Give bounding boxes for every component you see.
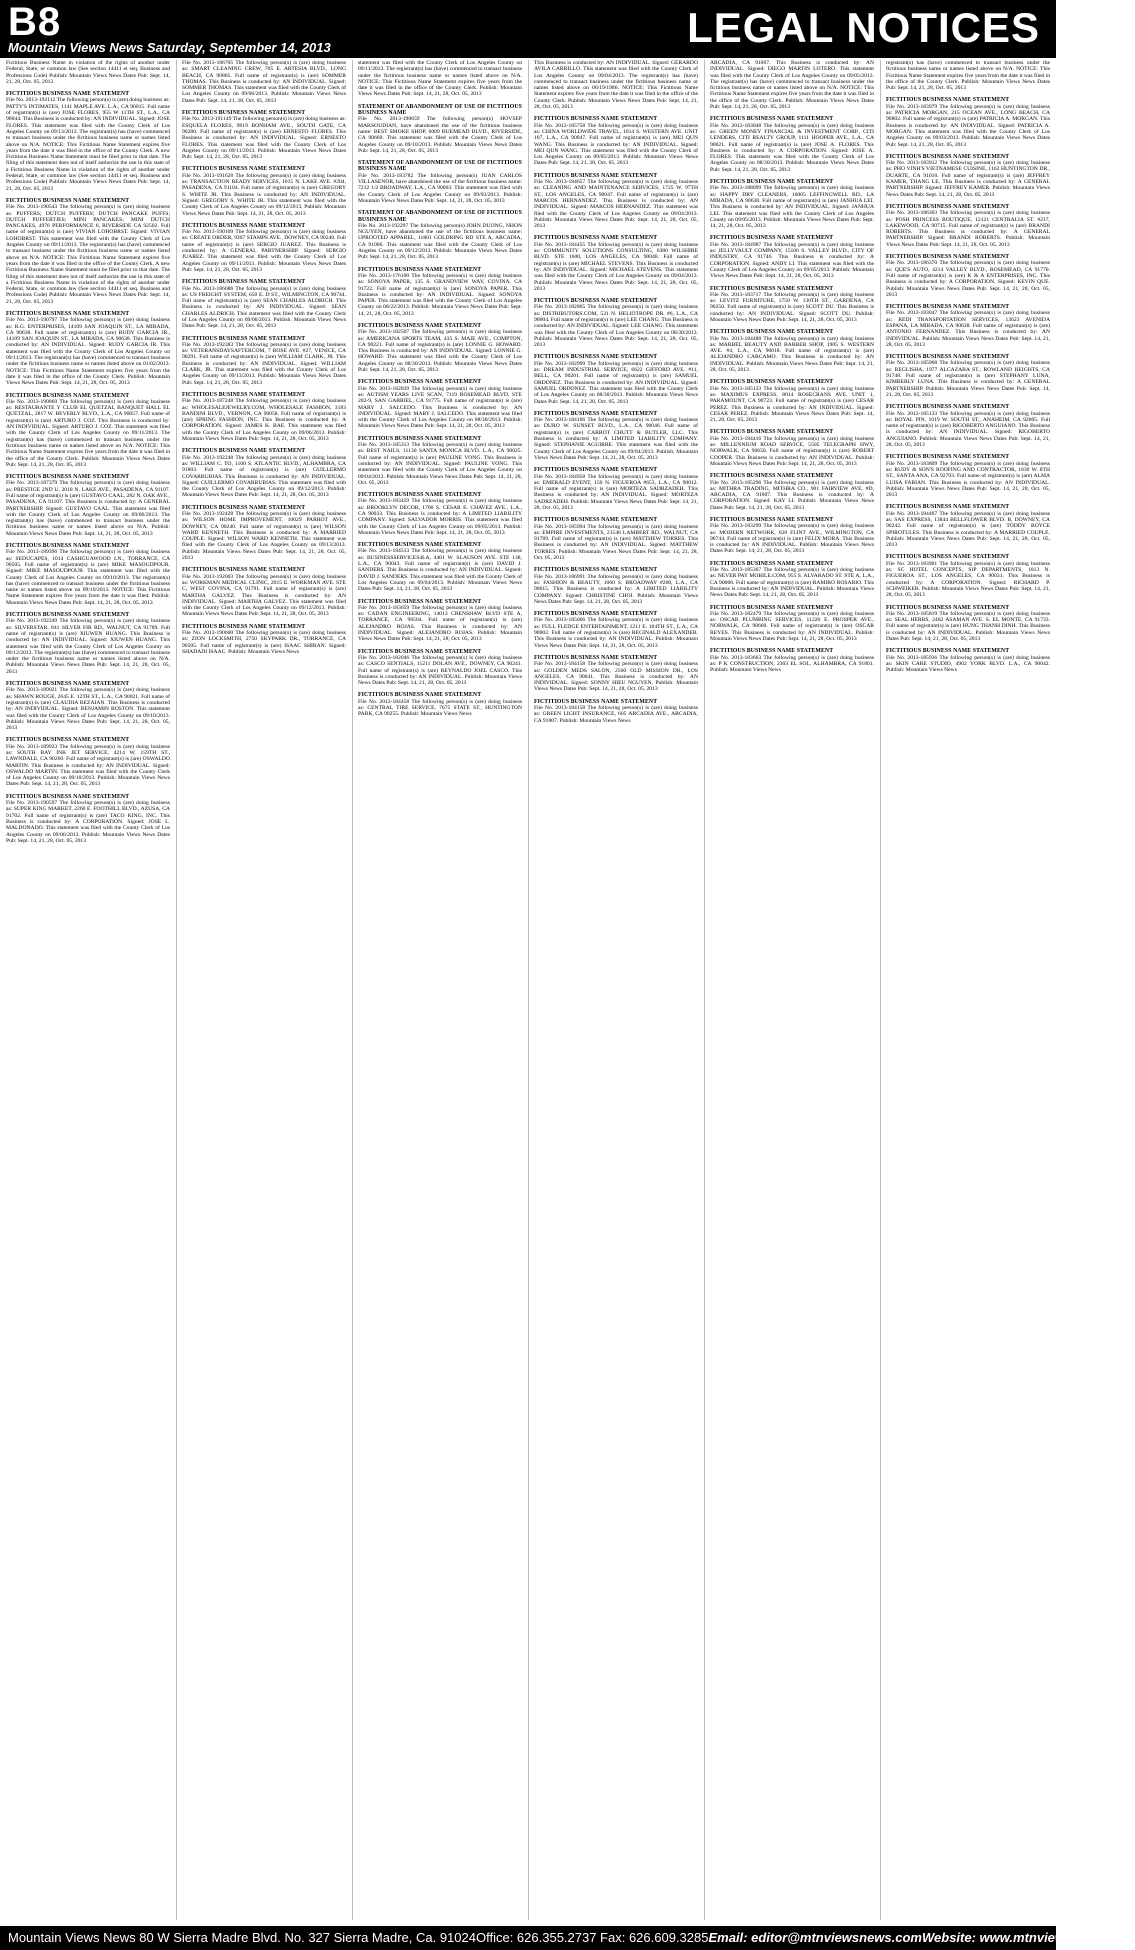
- notice-body: File No. 2013-183782 The following person(s) JUAN CARLOS VILLASENOR, have abandoned the use of the fictitious business name: 7212 1/2 BROADWAY, L.A., CA 90003. This statement was filed with the County Clerk of Los Angeles County on 09/03/2013. Publish: Mountain Views News Dates Pub: Sept. 14, 21, 28, Oct. 05, 2013: [358, 172, 522, 204]
- notice-body: File No. 2013-192003 The following person(s) is (are) doing business as: WORKMAN MEDICAL CLINIC, 2015 E. WORKMAN AVE. STE C, WEST COVINA, CA 91791. Full name of registrant(s) is (are) MARTHA GALVEZ. This Business is conducted by: AN INDIVIDUAL. Signed: MARTHA GALVEZ. This statement was filed with the County Clerk of Los Angeles County on 09/12/2013. Publish: Mountain Views News Dates Pub: Sept. 14, 21, 28, Oct. 05, 2013: [182, 573, 346, 618]
- notice-body: File No. 2013-182839 The following person(s) is (are) doing business as: AUTISM YEARS LIVE SCAN, 7119 ROSEMEAD BLVD. STE 202-9, SAN GABRIEL, CA 91775. Full name of registrant(s) is (are) MARY J. SALCEDO. This Business is conducted by: AN INDIVIDUAL. Signed: MARY J. SALCEDO. This statement was filed with the County Clerk of Los Angeles County on 08/30/2013. Publish: Mountain Views News Dates Pub: Sept. 14, 21, 28, Oct. 05, 2013: [358, 385, 522, 430]
- legal-notice: [6, 91, 170, 192]
- notice-body: File No. 2013-183809 The following person(s) is (are) doing business as: RUDY & SON'S ROOFING AND CONTRACTOR, 1830 W. 8TH ST., SANTA ANA, CA 92703. Full name of registrant(s) is (are) ALMA LUISA FABIAN. This Business is conducted by: AN INDIVIDUAL. Publish: Mountain Views News Dates Pub: Sept. 14, 21, 28, Oct. 05, 2013: [886, 460, 1050, 499]
- notice-heading: FICTITIOUS BUSINESS NAME STATEMENT: [534, 698, 658, 705]
- legal-notice: [710, 179, 874, 229]
- legal-notice: [886, 404, 1050, 448]
- legal-notice: [534, 611, 698, 649]
- legal-notice: [710, 379, 874, 423]
- notice-heading: FICTITIOUS BUSINESS NAME STATEMENT: [358, 692, 482, 699]
- notice-heading: FICTITIOUS BUSINESS NAME STATEMENT: [182, 222, 306, 229]
- notice-heading: FICTITIOUS BUSINESS NAME STATEMENT: [6, 612, 130, 619]
- notice-heading: STATEMENT OF ABANDONMENT OF USE OF FICTITIOUS BUSINESS NAME: [358, 160, 522, 173]
- legal-notice: [358, 492, 522, 536]
- legal-notice: [182, 624, 346, 655]
- notice-column: [352, 60, 522, 1920]
- notice-body: File No. 2013-183979 The following person(s) is (are) doing business as: PATRICIA MORGAN, 215 OCEAN AVE., LONG BEACH, CA 90802. Full name of registrant(s) is (are) PATRICIA A. MORGAN. This Business is conducted by: AN INDIVIDUAL. Signed: PATRICIA A. MORGAN. This statement was filed with the County Clerk of Los Angeles County on 09/03/2013. Publish: Mountain Views News Dates Pub: Sept. 14, 21, 28, Oct. 05, 2013: [886, 103, 1050, 148]
- legal-notice: [534, 517, 698, 561]
- legal-notice: [534, 699, 698, 724]
- notice-body: File No. 2013-184158 The following person(s) is (are) doing business as: GREEN LIGHT INSURANCE, 605 ARCADIA AVE., ARCADIA, CA 91007. Publish: Mountain Views News: [534, 705, 698, 724]
- notice-heading: FICTITIOUS BUSINESS NAME STATEMENT: [358, 435, 482, 442]
- legal-notice: [710, 429, 874, 467]
- legal-notice: [710, 648, 874, 673]
- legal-notice: [182, 279, 346, 329]
- notice-body: File No. 2013-185936 The following person(s) is (are) doing business as: SKIN CARE STUDIO, 4902 YORK BLVD. L.A., CA 90042. Publish: Mountain Views News: [886, 654, 1050, 674]
- notice-heading: FICTITIOUS BUSINESS NAME STATEMENT: [886, 354, 1010, 361]
- legal-notice: [534, 655, 698, 693]
- notice-body: File No. 2013-183717 The following person(s) is (are) doing business as: LEVITZ FURNITURE, 1750 W. 130TH ST., GARDENA, CA 90250. Full name of registrant(s) is (are) SCOTT DU. This Business is conducted by: AN INDIVIDUAL. Signed: SCOTT DU. Publish: Mountain Views News Dates Pub: Sept. 14, 21, 28, Oct. 05, 2013: [710, 291, 874, 323]
- legal-notice: [534, 467, 698, 511]
- legal-notice: [6, 198, 170, 305]
- notice-body: File No. 2013-192248 The following person(s) is (are) doing business as: WILLIAM C. TO, 1100 S. ATLANTIC BLVD., ALHAMBRA, CA 91803. Full name of registrant(s) is (are) GUILLERMO COVARRUBIAS. This Business is conducted by: AN INDIVIDUAL. Signed: GUILLERMO COVARRUBIAS. This statement was filed with the County Clerk of Los Angeles County on 09/12/2013. Publish: Mountain Views News Dates Pub: Sept. 14, 21, 28, Oct. 05, 2013: [182, 454, 346, 499]
- notice-heading: FICTITIOUS BUSINESS NAME STATEMENT: [534, 172, 658, 179]
- legal-notice: [710, 116, 874, 173]
- notice-heading: FICTITIOUS BUSINESS NAME STATEMENT: [358, 322, 482, 329]
- notice-heading: FICTITIOUS BUSINESS NAME STATEMENT: [886, 254, 1010, 261]
- notice-body: File No. 2013-184987 The following person(s) is (are) doing business as: JELLYVAULT COMPANY, 15106 S. VALLEY BLVD., CITY OF INDUSTRY, CA 91746. This Business is conducted by: A CORPORATION. Signed: ANDY LI. This statement was filed with the County Clerk of Los Angeles County on 09/05/2013. Publish: Mountain Views News Dates Pub: Sept. 14, 21, 28, Oct. 05, 2013: [710, 241, 874, 280]
- notice-body: File No. 2013-185819 The following person(s) is (are) doing business as: SEAL HERBS, 2462 ASAMAN AVE. S. EL MONTE, CA 91733. Full name of registrant(s) is (are) HUNG THANH DINH. This Business is conducted by: AN INDIVIDUAL. Publish: Mountain Views News Dates Pub: Sept. 14, 21, 28, Oct. 05, 2013: [886, 610, 1050, 643]
- notice-heading: FICTITIOUS BUSINESS NAME STATEMENT: [886, 648, 1010, 655]
- legal-notice: [710, 60, 874, 110]
- footer-address: Mountain Views News 80 W Sierra Madre Blvd. No. 327 Sierra Madre, Ca. 91024: [8, 1930, 476, 1945]
- legal-notice: [182, 110, 346, 160]
- notice-body: File No. 2013-184455 The following person(s) is (are) doing business as: COMMUNITY SOLUTIONS CONSULTING, 6380 WILSHIRE BLVD. STE 1600, LOS ANGELES, CA 90048. Full name of registrant(s) is (are) MICHAEL STEVENS. This Business is conducted by: AN INDIVIDUAL. Signed: MICHAEL STEVENS. This statement was filed with the County Clerk of Los Angeles County on 09/04/2013. Publish: Mountain Views News Dates Pub: Sept. 14, 21, 28, Oct. 05, 2013: [534, 241, 698, 292]
- notice-heading: FICTITIOUS BUSINESS NAME STATEMENT: [710, 473, 834, 480]
- legal-notice: [358, 267, 522, 317]
- legal-notice: [710, 286, 874, 324]
- notice-body: File No. 2013-192249 The following person(s) is (are) doing business as: SILVERSTAR, 841 SILVER FIR RD., WALNUT, CA 91789. Full name of registrant(s) is (are) XIUWEN HUANG. This Business is conducted by: AN INDIVIDUAL. Signed: XIUWEN HUANG. This statement was filed with the County Clerk of Los Angeles County on 09/12/2013. The registrant(s) has (have) commenced to transact business under the fictitious business name or names listed above on N/A. Publish: Mountain Views News Dates Pub: Sept. 14, 21, 28, Oct. 05, 2013: [6, 618, 170, 675]
- legal-notice: [182, 567, 346, 617]
- notice-body: File No. 2013-182507 The following person(s) is (are) doing business as: AMERICANA SPORTS TEAM, 435 S. MAIE AVE., COMPTON, CA 90221. Full name of registrant(s) is (are) LONNIE G. HOWARD. This Business is conducted by: AN INDIVIDUAL. Signed: LONNIE G. HOWARD. This statement was filed with the County Clerk of Los Angeles County on 08/30/2013. Publish: Mountain Views News Dates Pub: Sept. 14, 21, 28, Oct. 05, 2013: [358, 329, 522, 374]
- legal-notice: [182, 505, 346, 562]
- notice-heading: FICTITIOUS BUSINESS NAME STATEMENT: [534, 235, 658, 242]
- notice-body: File No. 2013-184416 The following person(s) is (are) doing business as: MILLENNIUM ROAD SERVICE, 5505 TELEGRAPH HWY, NORWALK, CA 90650. Full name of registrant(s) is (are) ROBERT COOPER. This Business is conducted by: AN INDIVIDUAL. Publish: Mountain Views News Dates Pub: Sept. 14, 21, 28, Oct. 05, 2013: [710, 435, 874, 467]
- legal-notice: [534, 567, 698, 605]
- notice-body: File No. 2013-192428 The following person(s) is (are) doing business as: WILSON HOME IMPROVEMENT, 10029 PARROT AVE., DOWNEY, CA 90240. Full name of registrant(s) is (are) WILSON WARD KENNETH. This Business is conducted by: A MARRIED COUPLE. Signed: WILSON WARD KENNETH. This statement was filed with the County Clerk of Los Angeles County on 09/13/2013. Publish: Mountain Views News Dates Pub: Sept. 14, 21, 28, Oct. 05, 2013: [182, 511, 346, 562]
- legal-notice: [6, 794, 170, 844]
- notice-heading: FICTITIOUS BUSINESS NAME STATEMENT: [358, 379, 482, 386]
- legal-notice: [534, 116, 698, 166]
- masthead: [0, 0, 1056, 58]
- notice-body: File No. 2013-189396 The following person(s) is (are) doing business as: SEDUCAPES, 1014 CASHGUAWOOD LN., TORRANCE, CA 90505. Full name of registrant(s) is (are) MIKE MASOUDPOUR. Signed: MIKE MASOUDPOUR. This statement was filed with the County Clerk of Los Angeles County on 09/10/2013. The registrant(s) has (have) commenced to transact business under the fictitious business name or names listed above on 09/10/2013. NOTICE: This Fictitious Name Statement expires five years from the date it was filed. Publish: Mountain Views News Dates Pub: Sept. 14, 21, 28, Oct. 05, 2013: [6, 549, 170, 606]
- legal-notice: [886, 504, 1050, 548]
- notice-heading: STATEMENT OF ABANDONMENT OF USE OF FICTITIOUS BUSINESS NAME: [358, 210, 522, 223]
- notice-heading: FICTITIOUS BUSINESS NAME STATEMENT: [710, 429, 834, 436]
- legal-notice: [886, 354, 1050, 398]
- notice-body: File No. 2013-176100 The following person(s) is (are) doing business as: SONOYA PAPER, 135 S. GRANDVIEW WAY, COVINA, CA 91722. Full name of registrant(s) is (are) SONOYA PAPER. This Business is conducted by: AN INDIVIDUAL. Signed: SONOYA PAPER. This statement was filed with the County Clerk of Los Angeles County on 08/22/2013. Publish: Mountain Views News Dates Pub: Sept. 14, 21, 28, Oct. 05, 2013: [358, 272, 522, 317]
- notice-heading: FICTITIOUS BUSINESS NAME STATEMENT: [534, 567, 658, 574]
- notice-heading: FICTITIOUS BUSINESS NAME STATEMENT: [886, 504, 1010, 511]
- notice-heading: FICTITIOUS BUSINESS NAME STATEMENT: [182, 623, 306, 630]
- notice-body: File No. 2013-185133 The following person(s) is (are) doing business as: MAXIMUS EXPRESS, 8014 ROSECRANS AVE. UNIT 1, PARAMOUNT, CA 90723. Full name of registrant(s) is (are) CESAR PEREZ. This Business is conducted by: AN INDIVIDUAL. Signed: CESAR PEREZ. Publish: Mountain Views News Dates Pub: Sept. 14, 21, 28, Oct. 05, 2013: [710, 385, 874, 424]
- notice-heading: FICTITIOUS BUSINESS NAME STATEMENT: [886, 304, 1010, 311]
- notice-heading: FICTITIOUS BUSINESS NAME STATEMENT: [534, 298, 658, 305]
- notice-heading: FICTITIOUS BUSINESS NAME STATEMENT: [358, 648, 482, 655]
- notice-body: File No. 2013-186370 The following person(s) is (are) doing business as: QUE'S AUTO, 4214 VALLEY BLVD., ROSEMEAD, CA 91770. Full name of registrant(s) is (are) K & A ENTERPRISES, INC. This Business is conducted by: A CORPORATION. Signed: KEVIN QUE. Publish: Mountain Views News Dates Pub: Sept. 14, 21, 28, Oct. 05, 2013: [886, 260, 1050, 298]
- legal-notice: [886, 254, 1050, 298]
- notice-heading: FICTITIOUS BUSINESS NAME STATEMENT: [886, 203, 1010, 210]
- notice-heading: FICTITIOUS BUSINESS NAME STATEMENT: [886, 604, 1010, 611]
- notice-body: File No. 2013-191628 The following person(s) is (are) doing business as: TRANSACTION READY SERVICES, 1015 N. LAKE AVE. #204, PASADENA, CA 91104. Full name of registrant(s) is (are) GREGORY S. WHITE JR. This Business is conducted by: AN INDIVIDUAL. Signed: GREGORY S. WHITE JR. This statement was filed with the County Clerk of Los Angeles County on 09/12/2013. Publish: Mountain Views News Dates Pub: Sept. 14, 21, 28, Oct. 05, 2013: [182, 172, 346, 217]
- notice-body: File No. 2013-183901 The following person(s) is (are) doing business as: SC HOTEL CONCEPTS, SIP DEPARTMENTS, 1813 N. FIGUEROA ST., LOS ANGELES, CA 90031. This Business is conducted by: A CORPORATION. Signed: RICHARD P. SCHWEIKER. Publish: Mountain Views News Dates Pub: Sept. 14, 21, 28, Oct. 05, 2013: [886, 560, 1050, 599]
- notice-body: File No. 2013-182999 The following person(s) is (are) doing business as: DREAM INDUSTRIAL SERVICE, 6622 GIFFORD AVE. #11, BELL, CA 90201. Full name of registrant(s) is (are) SAMUEL ORDONEZ. This Business is conducted by: AN INDIVIDUAL. Signed: SAMUEL ORDONEZ. This statement was filed with the County Clerk of Los Angeles County on 08/30/2013. Publish: Mountain Views News Dates Pub: Sept. 14, 21, 28, Oct. 05, 2013: [534, 360, 698, 405]
- notice-body: File No. 2013-183459 The following person(s) is (are) doing business as: BROOKLYN DECOR, 1700 S. CESAR E. CHAVEZ AVE., L.A., CA 90033. This Business is conducted by: A LIMITED LIABILITY COMPANY. Signed: SALVADOR MORRIS. This statement was filed with the County Clerk of Los Angeles County on 09/05/2013. Publish: Mountain Views News Dates Pub: Sept. 14, 21, 28, Oct. 05, 2013: [358, 498, 522, 536]
- legal-notice-columns: [6, 60, 1050, 1920]
- notice-heading: FICTITIOUS BUSINESS NAME STATEMENT: [710, 560, 834, 567]
- legal-notice: [358, 160, 522, 204]
- notice-heading: FICTITIOUS BUSINESS NAME STATEMENT: [886, 404, 1010, 411]
- legal-notice: [182, 223, 346, 273]
- notice-body: File No. 2013-186705 The following person(s) is (are) doing business as: SMART CLEANING CREW, 705 E. ARTESIA BLVD., LONG BEACH, CA 90805. Full name of registrant(s) is (are) SOMMER THOMAS. This Business is conducted by: AN INDIVIDUAL. Signed: SOMMER THOMAS. This statement was filed with the County Clerk of Los Angeles County on 09/06/2013. Publish: Mountain Views News Dates Pub: Sept. 14, 21, 28, Oct. 05, 2013: [182, 60, 346, 104]
- notice-heading: FICTITIOUS BUSINESS NAME STATEMENT: [710, 235, 834, 242]
- notice-body: File No. 2013-183047 The following person(s) is (are) doing business as: REDI TRANSPORTATION SERVICES, 13623 AVENIDA ESPANA, LA MIRADA, CA 90638. Full name of registrant(s) is (are) ANTONIO FERNANDEZ. This Business is conducted by: AN INDIVIDUAL. Publish: Mountain Views News Dates Pub: Sept. 14, 21, 28, Oct. 05, 2013: [886, 310, 1050, 348]
- notice-body: File No. 2013-191149 The following person(s) is (are) doing business as: ESQUELA FLORES, 9819 BONHAM AVE., SOUTH GATE, CA 90280. Full name of registrant(s) is (are) ERNESTO FLORES. This Business is conducted by: AN INDIVIDUAL. Signed: ERNESTO FLORES. This statement was filed with the County Clerk of Los Angeles County on 09/11/2013. Publish: Mountain Views News Dates Pub: Sept. 14, 21, 28, Oct. 05, 2013: [182, 116, 346, 161]
- notice-body: File No. 2013-184513 The following person(s) is (are) doing business as: BUSINESSSERVICES4LA, 4401 W. SLAUSON AVE. STE 138, L.A., CA 90043. Full name of registrant(s) is (are) DAVID J. SANDERS. This Business is conducted by: AN INDIVIDUAL. Signed: DAVID J. SANDERS. This statement was filed with the County Clerk of Los Angeles County on 09/04/2013. Publish: Mountain Views News Dates Pub: Sept. 14, 21, 28, Oct. 05, 2013: [358, 548, 522, 593]
- page-number: B8: [8, 0, 62, 44]
- legal-notice: [358, 379, 522, 429]
- legal-notice: [358, 104, 522, 154]
- legal-notice: [358, 599, 522, 643]
- notice-body: Fictitious Business Name in violation of the rights of another under Federal, State, or common law (See section 14411 et seq. Business and Professions Code) Publish: Mountain Views News Dates Pub: Sept. 14, 21, 28, Oct. 05, 2013: [6, 60, 170, 85]
- notice-heading: FICTITIOUS BUSINESS NAME STATEMENT: [886, 153, 1010, 160]
- legal-notice: [886, 97, 1050, 147]
- notice-heading: FICTITIOUS BUSINESS NAME STATEMENT: [534, 654, 658, 661]
- notice-body: File No. 2013-190109 The following person(s) is (are) doing business as: CREATE ORDER, 9207 STAMPS AVE., DOWNEY, CA 90240. Full name of registrant(s) is (are) SERGIO JUAREZ. This Business is conducted by: A GENERAL PARTNERSHIP. Signed: SERGIO JUAREZ. This statement was filed with the County Clerk of Los Angeles County on 09/11/2013. Publish: Mountain Views News Dates Pub: Sept. 14, 21, 28, Oct. 05, 2013: [182, 229, 346, 273]
- notice-heading: FICTITIOUS BUSINESS NAME STATEMENT: [6, 793, 130, 800]
- notice-body: File No. 2013-183048 The following person(s) is (are) doing business as: GREEN MONEY FINANCIAL & INVESTMENT CORP., CITI LENDERS, CITI REALTY GROUP, 1111 HOOPER AVE., L.A., CA 90021. Full name of registrant(s) is (are) JOSE A. FLORES. This Business is conducted by: A CORPORATION. Signed: JOSE A. FLORES. This statement was filed with the County Clerk of Los Angeles County on 08/30/2013. Publish: Mountain Views News Dates Pub: Sept. 14, 21, 28, Oct. 05, 2013: [710, 122, 874, 173]
- legal-notice: [710, 605, 874, 643]
- notice-column: [176, 60, 346, 1920]
- legal-notice: [534, 298, 698, 348]
- legal-notice: [886, 454, 1050, 498]
- notice-heading: FICTITIOUS BUSINESS NAME STATEMENT: [6, 681, 130, 688]
- notice-heading: FICTITIOUS BUSINESS NAME STATEMENT: [358, 492, 482, 499]
- notice-body: File No. 2013-186363 The following person(s) is (are) doing business as: POSH PRINCESS BOUTIQUE, 12121 CENTRALIA ST. #217, LAKEWOOD, CA 90715. Full name of registrant(s) is (are) BRANDI ROBERTS. This Business is conducted by: A GENERAL PARTNERSHIP. Signed: BRANDI ROBERTS. Publish: Mountain Views News Dates Pub: Sept. 14, 21, 28, Oct. 05, 2013: [886, 210, 1050, 248]
- footer-email[interactable]: Email: editor@mtnviewsnews.com: [708, 1930, 922, 1945]
- legal-notice: [710, 473, 874, 511]
- notice-body: File No. 2013-185066 The following person(s) is (are) doing business as: FULL FLEDGE ENTERTAINMENT, 1211 E. 104TH ST., L.A., CA 90002. Full name of registrant(s) is (are) REGINALD ALEXANDER. This Business is conducted by: AN INDIVIDUAL. Publish: Mountain Views News Dates Pub: Sept. 14, 21, 28, Oct. 05, 2013: [534, 617, 698, 649]
- legal-notice: [182, 60, 346, 104]
- footer-website[interactable]: Website: www.mtnviewsnews.com: [922, 1930, 1135, 1945]
- notice-heading: FICTITIOUS BUSINESS NAME STATEMENT: [710, 648, 834, 655]
- legal-notice: [6, 474, 170, 537]
- notice-body: File No. 2013-187379 The following person(s) is (are) doing business as: PRESTIGE 2ND U, 2018 N. LAKE AVE., PASADENA, CA 91107. Full name of registrant(s) is (are) GUSTAVO CAAL, 282 N. OAK AVE., PASADENA, CA 91107. This Business is conducted by: A GENERAL PARTNERSHIP. Signed: GUSTAVO CAAL. This statement was filed with the County Clerk of Los Angeles County on 09/06/2013. The registrant(s) has (have) commenced to transact business under the fictitious business name or names listed above on N/A. Publish: Mountain Views News Dates Pub: Sept. 14, 21, 28, Oct. 05, 2013: [6, 480, 170, 537]
- legal-notice: [182, 392, 346, 442]
- notice-heading: FICTITIOUS BUSINESS NAME STATEMENT: [182, 504, 306, 511]
- notice-body: This Business is conducted by: AN INDIVIDUAL. Signed: GERARDO AVILA CARRILLO. This statement was filed with the County Clerk of Los Angeles County on 09/04/2013. The registrant(s) has (have) commenced to transact business under the fictitious business name or names listed above on 06/19/1986. NOTICE: This Fictitious Name Statement expires five years from the date it was filed in the office of the County Clerk. Publish: Mountain Views News Dates Pub: Sept. 14, 21, 28, Oct. 05, 2013: [534, 60, 698, 111]
- legal-notice: [358, 60, 522, 98]
- legal-notice: [534, 173, 698, 230]
- notice-body: File No. 2013-188099 The following person(s) is (are) doing business as: HAPPY DRY CLEANERS, 16005 LEFFINGWELL RD., LA MIRADA, CA 90638. Full name of registrant(s) is (are) JANHUA LEI. This Business is conducted by: AN INDIVIDUAL. Signed: JANHUA LEI. This statement was filed with the County Clerk of Los Angeles County on 09/05/2013. Publish: Mountain Views News Dates Pub: Sept. 14, 21, 28, Oct. 05, 2013: [710, 185, 874, 230]
- legal-notice: [886, 554, 1050, 598]
- notice-heading: FICTITIOUS BUSINESS NAME STATEMENT: [710, 604, 834, 611]
- legal-notice: [886, 648, 1050, 673]
- notice-body: File No. 2013-185133 The following person(s) is (are) doing business as: ROYAL PIN, 1019 W. SOUTH ST., ANAHEIM, CA 92805. Full name of registrant(s) is (are) RIGOBERTO ANGUIANO. This Business is conducted by: AN INDIVIDUAL. Signed: RIGOBERTO ANGUIANO. Publish: Mountain Views News Dates Pub: Sept. 14, 21, 28, Oct. 05, 2013: [886, 410, 1050, 449]
- notice-heading: FICTITIOUS BUSINESS NAME STATEMENT: [182, 166, 306, 173]
- legal-notice: [6, 543, 170, 606]
- notice-body: File No. 2013-184458 The following person(s) is (are) doing business as: CENTRAL TIRE SERVICE, 7675 STATE ST., HUNTINGTON PARK, CA 90255. Publish: Mountain Views News: [358, 698, 522, 718]
- legal-notice: [534, 354, 698, 404]
- notice-column: [6, 60, 170, 1920]
- notice-heading: FICTITIOUS BUSINESS NAME STATEMENT: [6, 543, 130, 550]
- notice-heading: FICTITIOUS BUSINESS NAME STATEMENT: [534, 116, 658, 123]
- section-title: LEGAL NOTICES: [687, 4, 1040, 51]
- notice-body: File No. 2013-189923 The following person(s) is (are) doing business as: SOUTH BAY INK JET SERVICE, 4214 W. 159TH ST., LAWNDALE, CA 90260. Full name of registrant(s) is (are) OSWALDO MARTIN. This Business is conducted by: AN INDIVIDUAL. Signed: OSWALDO MARTIN. This statement was filed with the County Clerk of Los Angeles County on 09/10/2013. Publish: Mountain Views News Dates Pub: Sept. 14, 21, 28, Oct. 05, 2013: [6, 743, 170, 788]
- notice-body: File No. 2013-183659 The following person(s) is (are) doing business as: CADAN ENGINEERING, 14013 CRENSHAW BLVD STE A, TORRANCE, CA 90504. Full name of registrant(s) is (are) ALEJANDRO ROJAS. This Business is conducted by: AN INDIVIDUAL. Signed: ALEJANDRO ROJAS. Publish: Mountain Views News Dates Pub: Sept. 14, 21, 28, Oct. 05, 2013: [358, 604, 522, 643]
- dateline: Mountain Views News Saturday, September 14, 2013: [8, 40, 331, 55]
- legal-notice: [6, 393, 170, 469]
- legal-notice: [358, 323, 522, 373]
- footer-phone: Office: 626.355.2737 Fax: 626.609.3285: [475, 1930, 709, 1945]
- notice-body: File No. 2013-190543 The following person(s) is (are) doing business as: PUFFERS; DUTCH PUFFERS; DUTCH PANCAKE PUFFS; DUTCH PUFFERTJES; MINI PANCAKES; MINI DUTCH PANCAKES, 4976 PERFORMANCE 6, RIVERSIDE CA 92502. Full name of registrant(s) is (are) VIVIAN LOHOBRST. Signed: VIVIAN LOHOBRST. This statement was filed with the County Clerk of Los Angeles County on 09/11/2013. The registrant(s) has (have) commenced to transact business under the fictitious business name or names listed above on N/A. NOTICE: This Fictitious Name Statement expires five years from the date it was filed in the office of the County Clerk. A new Fictitious Business Name Statement must be filed prior to that date. The filing of this statement does not of itself authorize the use in this state of a Fictitious Business Name in violation of the rights of another under Federal, State, or common law (See section 14411 et seq. Business and Professions Code) Publish: Mountain Views News Dates Pub: Sept. 14, 21, 28, Oct. 05, 2013: [6, 204, 170, 305]
- notice-heading: FICTITIOUS BUSINESS NAME STATEMENT: [534, 410, 658, 417]
- notice-heading: STATEMENT OF ABANDONMENT OF USE OF FICTITIOUS BUSINESS NAME: [358, 103, 522, 117]
- notice-body: File No. 2013-192112 The following person(s) is (are) doing business as: PATTY'S INTIMATES, 1141 MAPLE AVE. L.A., CA 90015. Full name of registrant(s) is (are) JOSE FLORES, 955 W 11TH ST., L.A., CA 90044. This Business is conducted by: AN INDIVIDUAL. Signed: JOSE FLORES. This statement was filed with the County Clerk of Los Angeles County on 09/13/2013. The registrant(s) has (have) commenced to transact business under the fictitious business name or names listed above on N/A. NOTICE: This Fictitious Name Statement expires five years from the date it was filed in the office of the County Clerk. A new Fictitious Business Name Statement must be filed prior to that date. The filing of this statement does not of itself authorize the use in this state of a Fictitious Business Name in violation of the rights of another under Federal, State, or common law (See section 14411 et seq. Business and Professions Code) Publish: Mountain Views News Dates Pub: Sept. 14, 21, 28, Oct. 05, 2013: [6, 97, 170, 192]
- notice-body: File No. 2013-187248 The following person(s) is (are) doing business as: WHOLESALEJEWELRY.COM, WHOLESALE FASHION, 3183 BANDINI BLVD., VERNON, CA 90058. Full name of registrant(s) is (are) SPRING FASHION, INC. This Business is conducted by: A CORPORATION. Signed: JAMES K. BAE. This statement was filed with the County Clerk of Los Angeles County on 09/06/2013. Publish: Mountain Views News Dates Pub: Sept. 14, 21, 28, Oct. 05, 2013: [182, 398, 346, 443]
- legal-notice: [6, 612, 170, 675]
- notice-heading: FICTITIOUS BUSINESS NAME STATEMENT: [182, 391, 306, 398]
- notice-body: File No. 2013-184657 The following person(s) is (are) doing business as: CLEANING AND MAINTENANCE SERVICES, 1725 W. 97TH ST., LOS ANGELES, CA 90047. Full name of registrant(s) is (are) MARCOS HERNANDEZ. This Business is conducted by: AN INDIVIDUAL. Signed: MARCOS HERNANDEZ. This statement was filed with the County Clerk of Los Angeles County on 09/04/2013. Publish: Mountain Views News Dates Pub: Sept. 14, 21, 28, Oct. 05, 2013: [534, 179, 698, 230]
- legal-notice: [886, 304, 1050, 348]
- notice-body: File No. 2013-192383 The following person(s) is (are) doing business as: VETERANSDAYSAFTERCOM, 7 ROSE AVE. #27, VENICE, CA 90291. Full name of registrant(s) is (are) WILLIAM CLARK, JR. This Business is conducted by: AN INDIVIDUAL. Signed: WILLIAM CLARK, JR. This statement was filed with the County Clerk of Los Angeles County on 09/13/2013. Publish: Mountain Views News Dates Pub: Sept. 14, 21, 28, Oct. 05, 2013: [182, 341, 346, 386]
- notice-body: File No. 2013-190797 The following person(s) is (are) doing business as: R.G. ENTERPRISES, 14109 SAN JOAQUIN ST., LA MIRADA, CA 90638. Full name of registrant(s) is (are) RUDY GARCIA JR., 14109 SAN JOAQUIN ST., LA MIRADA, CA 90638. This Business is conducted by: AN INDIVIDUAL. Signed: RUDY GARCIA JR. This statement was filed with the County Clerk of Los Angeles County on 09/11/2013. The registrant(s) has (have) commenced to transact business under the fictitious business name or names listed above on 01/02/2013. NOTICE: This Fictitious Name Statement expires five years from the date it was filed in the office of the County Clerk. Publish: Mountain Views News Dates Pub: Sept. 14, 21, 28, Oct. 05, 2013: [6, 317, 170, 387]
- notice-body: File No. 2013-189021 The following person(s) is (are) doing business as: SHAWN ROUGE, 2645 E. 12TH ST., L.A., CA 90021. Full name of registrant(s) is (are) CLAUDIA REZAIAN. This Business is conducted by: AN INDIVIDUAL. Signed: BENJAMIN BOSTON. This statement was filed with the County Clerk of Los Angeles County on 09/10/2013. Publish: Mountain Views News Dates Pub: Sept. 14, 21, 28, Oct. 05, 2013: [6, 687, 170, 732]
- notice-body: File No. 2013-190869 The following person(s) is (are) doing business as: RESTAURANTE Y CLUB EL QUETZAL BANQUET HALL EL QUETZAL, 2817 W. BEVERLY BLVD., L.A., CA 90057. Full name of registrant(s) is (are) ARTURO J. COZ. This Business is conducted by: AN INDIVIDUAL. Signed: ARTURO J. COZ. This statement was filed with the County Clerk of Los Angeles County on 09/11/2013. The registrant(s) has (have) commenced to transact business under the fictitious business name or names listed above on N/A. NOTICE: This Fictitious Name Statement expires five years from the date it was filed in the office of the County Clerk. Publish: Mountain Views News Dates Pub: Sept. 14, 21, 28, Oct. 05, 2013: [6, 398, 170, 468]
- legal-notice: [6, 311, 170, 387]
- notice-body: File No. 2013-183912 The following person(s) is (are) doing business as: PHO VINH'S VIETNAMESE CUISINE, 1162 HUNTINGTON DR., DUARTE, CA 91010. Full name of registrant(s) is (are) JEFFREY KAMER, THANG LE. This Business is conducted by: A GENERAL PARTNERSHIP. Signed: JEFFREY KAMER. Publish: Mountain Views News Dates Pub: Sept. 14, 21, 28, Oct. 05, 2013: [886, 160, 1050, 198]
- notice-body: statement was filed with the County Clerk of Los Angeles County on 09/11/2013. The registrant(s) has (have) commenced to transact business under the fictitious business name or names listed above on N/A. NOTICE: This Fictitious Name Statement expires five years from the date it was filed in the office of the County Clerk. Publish: Mountain Views News Dates Pub: Sept. 14, 21, 28, Oct. 05, 2013: [358, 60, 522, 98]
- notice-body: File No. 2013-190597 The following person(s) is (are) doing business as: SUPER KING MARKET, 2260 E. FOOTHILL BLVD., AZUSA, CA 91702. Full name of registrant(s) is (are) TACO KING, INC. This Business is conducted by: A CORPORATION. Signed: JOSE L. MALDONADO. This statement was filed with the County Clerk of Los Angeles County on 09/06/2013. Publish: Mountain Views News Dates Pub: Sept. 14, 21, 28, Oct. 05, 2013: [6, 800, 170, 844]
- notice-heading: FICTITIOUS BUSINESS NAME STATEMENT: [710, 285, 834, 292]
- legal-notice: [886, 204, 1050, 248]
- notice-heading: FICTITIOUS BUSINESS NAME STATEMENT: [6, 392, 130, 399]
- notice-body: File No. 2013-182479 The following person(s) is (are) doing business as: OSCAR PLUMBING SERVICES, 11226 E. PROSPER AVE., NORWALK, CA 90660. Full name of registrant(s) is (are) OSCAR REYES. This Business is conducted by: AN INDIVIDUAL. Publish: Mountain Views News Dates Pub: Sept. 14, 21, 28, Oct. 05, 2013: [710, 610, 874, 643]
- notice-column: [528, 60, 698, 1920]
- legal-notice: [358, 692, 522, 717]
- notice-body: ARCADIA, CA 91007. This Business is conducted by: AN INDIVIDUAL. Signed: DIEGO MARTIN LOTERO. This statement was filed with the County Clerk of Los Angeles County on 09/05/2013. The registrant(s) has (have) commenced to transact business under the fictitious business name or names listed above on N/A. NOTICE: This Fictitious Name Statement expires five years from the date it was filed in the office of the County Clerk. Publish: Mountain Views News Dates Pub: Sept. 14, 21, 28, Oct. 05, 2013: [710, 60, 874, 111]
- notice-body: File No. 2013-190659 The following person(s) HOVSEP MAKSOUDIAN, have abandoned the use of the fictitious business name: BEST SMOKE SHOP, 6009 BUEMEAD BLVD., RIVERSIDE, CA 90660. This statement was filed with the County Clerk of Los Angeles County on 09/10/2013. Publish: Mountain Views News Dates Pub: Sept. 14, 21, 28, Oct. 05, 2013: [358, 116, 522, 154]
- notice-heading: FICTITIOUS BUSINESS NAME STATEMENT: [886, 454, 1010, 461]
- legal-notice: [6, 60, 170, 85]
- notice-body: File No. 2013-184158 The following person(s) is (are) doing business as: GOLDEN MEDS SALON, 2560 OLD MISSION DR., LOS ANGELES, CA 90041. This Business is conducted by: AN INDIVIDUAL. Signed: SONNY HIEU NGUYEN. Publish: Mountain Views News Dates Pub: Sept. 14, 21, 28, Oct. 05, 2013: [534, 661, 698, 693]
- notice-heading: FICTITIOUS BUSINESS NAME STATEMENT: [182, 335, 306, 342]
- notice-body: File No. 2013-184166 The following person(s) is (are) doing business as: DURO W. SUNSET BLVD., L.A., CA 90046. Full name of registrant(s) is (are) CARROT CHUTT & BUTLER, LLC. This Business is conducted by: A LIMITED LIABILITY COMPANY. Signed: STEPHANIE AGUIRRE. This statement was filed with the County Clerk of Los Angeles County on 09/04/2013. Publish: Mountain Views News Dates Pub: Sept. 14, 21, 28, Oct. 05, 2013: [534, 417, 698, 461]
- notice-heading: FICTITIOUS BUSINESS NAME STATEMENT: [534, 611, 658, 618]
- legal-notice: [534, 411, 698, 461]
- legal-notice: [182, 336, 346, 386]
- notice-heading: FICTITIOUS BUSINESS NAME STATEMENT: [710, 517, 834, 523]
- notice-heading: FICTITIOUS BUSINESS NAME STATEMENT: [710, 116, 834, 123]
- legal-notice: [182, 166, 346, 216]
- legal-notice: [886, 60, 1050, 91]
- notice-body: File No. 2013-185367 The following person(s) is (are) doing business as: NEVER PAY MOBILE.COM, 955 S. ALVARADO ST. STE A, L.A., CA 90006. Full name of registrant(s) is (are) RAMIRO ROSARIO. This Business is conducted by: AN INDIVIDUAL. Publish: Mountain Views News Dates Pub: Sept. 14, 21, 28, Oct. 05, 2013: [710, 567, 874, 599]
- notice-body: File No. 2013-184467 The following person(s) is (are) doing business as: SAS EXPRESS, 13844 BELLFLOWER BLVD. B, DOWNEY, CA 90242. Full name of registrant(s) is (are) TODDY ROYCE SPIROTULES. This Business is conducted by: A MARRIED COUPLE. Publish: Mountain Views News Dates Pub: Sept. 14, 21, 28, Oct. 05, 2013: [886, 510, 1050, 549]
- notice-body: File No. 2013-186991 The following person(s) is (are) doing business as: FASHION & BEAUTY, 1060 S. BROADWAY #200, L.A., CA 90015. This Business is conducted by: A LIMITED LIABILITY COMPANY. Signed: CHRISTINE CHOI. Publish: Mountain Views News Dates Pub: Sept. 14, 21, 28, Oct. 05, 2013: [534, 573, 698, 605]
- notice-heading: FICTITIOUS BUSINESS NAME STATEMENT: [182, 279, 306, 286]
- legal-notice: [358, 436, 522, 486]
- legal-notice: [886, 154, 1050, 198]
- notice-heading: FICTITIOUS BUSINESS NAME STATEMENT: [886, 554, 1010, 561]
- notice-heading: FICTITIOUS BUSINESS NAME STATEMENT: [182, 567, 306, 574]
- legal-notice: [710, 329, 874, 373]
- notice-body: File No. 2013-184488 The following person(s) is (are) doing business as: MARBEL BEAUTY AND BARBER SHOP, 1905 S. WESTERN AVE. #4, L.A., CA 90018. Full name of registrant(s) is (are) ALEJANDRO CARCAMO. This Business is conducted by: AN INDIVIDUAL. Publish: Mountain Views News Dates Pub: Sept. 14, 21, 28, Oct. 05, 2013: [710, 335, 874, 374]
- legal-notice: [6, 681, 170, 731]
- notice-body: File No. 2013-190600 The following person(s) is (are) doing business as: ZION LOCKSMITH, 2750 SKYPARK DR., TORRANCE, CA 90505. Full name of registrant(s) is (are) ISAAC SHIRAN. Signed: SHADADI ISAAC. Publish: Mountain Views News: [182, 630, 346, 655]
- notice-heading: FICTITIOUS BUSINESS NAME STATEMENT: [710, 329, 834, 336]
- notice-body: File No. 2013-185296 The following person(s) is (are) doing business as: MITHRA TRADING, MITHRA CO., 901 FAIRVIEW AVE. #D, ARCADIA, CA 91007. This Business is conducted by: A CORPORATION. Signed: KAY LI. Publish: Mountain Views News Dates Pub: Sept. 14, 21, 28, Oct. 05, 2013: [710, 479, 874, 511]
- notice-heading: FICTITIOUS BUSINESS NAME STATEMENT: [6, 737, 130, 744]
- notice-body: File No. 2013-185758 The following person(s) is (are) doing business as: CHINA WORLDWIDE TRAVEL, 1014 S. WESTERN AVE. UNIT 107, L.A., CA 90047. Full name of registrant(s) is (are) MEI QUN WANG. This Business is conducted by: AN INDIVIDUAL. Signed: MEI QUN WANG. This statement was filed with the County Clerk of Los Angeles County on 09/05/2013. Publish: Mountain Views News Dates Pub: Sept. 14, 21, 28, Oct. 05, 2013: [534, 122, 698, 167]
- legal-notice: [710, 517, 874, 555]
- notice-heading: FICTITIOUS BUSINESS NAME STATEMENT: [358, 542, 482, 549]
- legal-notice: [886, 605, 1050, 643]
- notice-heading: FICTITIOUS BUSINESS NAME STATEMENT: [6, 474, 130, 481]
- notice-heading: FICTITIOUS BUSINESS NAME STATEMENT: [6, 91, 130, 98]
- notice-body: File No. 2013-192297 The following person(s) JOHN DUONG, NHON NGUYEN, have abandoned the use of the fictitious business name: UPROOTED APPAREL, 11801 GOLDRING RD STE A, ARCADIA, CA 91006. This statement was filed with the County Clerk of Los Angeles County on 09/12/2013. Publish: Mountain Views News Dates Pub: Sept. 14, 21, 28, Oct. 05, 2013: [358, 222, 522, 261]
- notice-body: File No. 2013-185968 The following person(s) is (are) doing business as: REGLISHA, 1977 ALCAZABA ST., ROWLAND HEIGHTS, CA 91748. Full name of registrant(s) is (are) STEPHANY LUNA, KIMBERLY LUNA. This Business is conducted by: A GENERAL PARTNERSHIP. Publish: Mountain Views News Dates Pub: Sept. 14, 21, 28, Oct. 05, 2013: [886, 360, 1050, 398]
- notice-body: registrant(s) has (have) commenced to transact business under the fictitious business name or names listed above on N/A. NOTICE: This Fictitious Name Statement expires five years from the date it was filed in the office of the County Clerk. Publish: Mountain Views News Dates Pub: Sept. 14, 21, 28, Oct. 05, 2013: [886, 60, 1050, 92]
- legal-notice: [358, 210, 522, 260]
- notice-body: File No. 2013-183299 The following person(s) is (are) doing business as: MODERN NETWORK, 620 FLINT AVE., WILMINGTON, CA 90744. Full name of registrant(s) is (are) FELIX MORA. This Business is conducted by: AN INDIVIDUAL. Publish: Mountain Views News Dates Pub: Sept. 14, 21, 28, Oct. 05, 2013: [710, 523, 874, 555]
- notice-heading: FICTITIOUS BUSINESS NAME STATEMENT: [6, 310, 130, 317]
- notice-body: File No. 2013-184958 The following person(s) is (are) doing business as: EMERALD EVENT, 150 N. FIGUEROA #653, L.A., CA 90012. Full name of registrant(s) is (are) MORTEZA SADRZADEH. This Business is conducted by: AN INDIVIDUAL. Signed: MORTEZA SADRZADEH. Publish: Mountain Views News Dates Pub: Sept. 14, 21, 28, Oct. 05, 2013: [534, 473, 698, 511]
- notice-body: File No. 2013-186686 The following person(s) is (are) doing business as: US FREIGHT SYSTEM, 650 E. D ST., WILMINGTON, CA 90744. Full name of registrant(s) is (are) SEAN CHARLES ALDRICH. This Business is conducted by: AN INDIVIDUAL. Signed: SEAN CHARLES ALDRICH. This statement was filed with the County Clerk of Los Angeles County on 09/06/2013. Publish: Mountain Views News Dates Pub: Sept. 14, 21, 28, Oct. 05, 2013: [182, 285, 346, 330]
- notice-heading: FICTITIOUS BUSINESS NAME STATEMENT: [534, 467, 658, 474]
- legal-notice: [358, 542, 522, 592]
- notice-heading: FICTITIOUS BUSINESS NAME STATEMENT: [182, 448, 306, 455]
- notice-body: File No. 2013-182865 The following person(s) is (are) doing business as: DISTRIBUTORS.COM, 531 N. HELIOTROPE DR. #6, L.A., CA 90004. Full name of registrant(s) is (are) LEE CHANG. This Business is conducted by: AN INDIVIDUAL. Signed: LEE CHANG. This statement was filed with the County Clerk of Los Angeles County on 08/30/2013. Publish: Mountain Views News Dates Pub: Sept. 14, 21, 28, Oct. 05, 2013: [534, 304, 698, 349]
- notice-heading: FICTITIOUS BUSINESS NAME STATEMENT: [534, 354, 658, 361]
- notice-column: [704, 60, 874, 1920]
- legal-notice: [710, 561, 874, 599]
- legal-notice: [710, 235, 874, 279]
- notice-body: File No. 2013-185994 The following person(s) is (are) doing business as: EMPIRE INVESTMENTS, 21546 LAMBERT RD., WALNUT, CA 91789. Full name of registrant(s) is (are) MATTHEW TORRES. This Business is conducted by: AN INDIVIDUAL. Signed: MATTHEW TORRES. Publish: Mountain Views News Dates Pub: Sept. 14, 21, 28, Oct. 05, 2013: [534, 523, 698, 562]
- notice-body: File No. 2013-182046 The following person(s) is (are) doing business as: CASCO SENTIALS, 11211 DOLAN AVE., DOWNEY, CA 90241. Full name of registrant(s) is (are) REYNALDO JOEL CASCO. This Business is conducted by: AN INDIVIDUAL. Publish: Mountain Views News Dates Pub: Sept. 14, 21, 28, Oct. 05, 2013: [358, 654, 522, 687]
- footer-bar: [0, 1926, 1135, 1950]
- notice-heading: FICTITIOUS BUSINESS NAME STATEMENT: [710, 179, 834, 186]
- notice-heading: FICTITIOUS BUSINESS NAME STATEMENT: [358, 598, 482, 605]
- legal-notice: [534, 60, 698, 110]
- notice-heading: FICTITIOUS BUSINESS NAME STATEMENT: [182, 110, 306, 117]
- legal-notice: [534, 235, 698, 292]
- notice-heading: FICTITIOUS BUSINESS NAME STATEMENT: [358, 266, 482, 273]
- notice-heading: FICTITIOUS BUSINESS NAME STATEMENT: [886, 97, 1010, 104]
- legal-notice: [358, 649, 522, 687]
- legal-notice: [6, 737, 170, 787]
- notice-heading: FICTITIOUS BUSINESS NAME STATEMENT: [6, 197, 130, 204]
- legal-notice: [182, 448, 346, 498]
- notice-heading: FICTITIOUS BUSINESS NAME STATEMENT: [534, 517, 658, 524]
- notice-body: File No. 2013-185313 The following person(s) is (are) doing business as: BEST NAILS, 11130 SANTA MONICA BLVD. L.A., CA 90025. Full name of registrant(s) is (are) PAULINE VONG. This Business is conducted by: AN INDIVIDUAL. Signed: PAULINE VONG. This statement was filed with the County Clerk of Los Angeles County on 09/04/2013. Publish: Mountain Views News Dates Pub: Sept. 14, 21, 28, Oct. 05, 2013: [358, 442, 522, 486]
- notice-body: File No. 2013-183663 The following person(s) is (are) doing business as: P K CONSTRUCTION, 2303 EL SOL, ALHAMBRA, CA 91801. Publish: Mountain Views News: [710, 654, 874, 674]
- notice-column: [880, 60, 1050, 1920]
- notice-heading: FICTITIOUS BUSINESS NAME STATEMENT: [710, 379, 834, 386]
